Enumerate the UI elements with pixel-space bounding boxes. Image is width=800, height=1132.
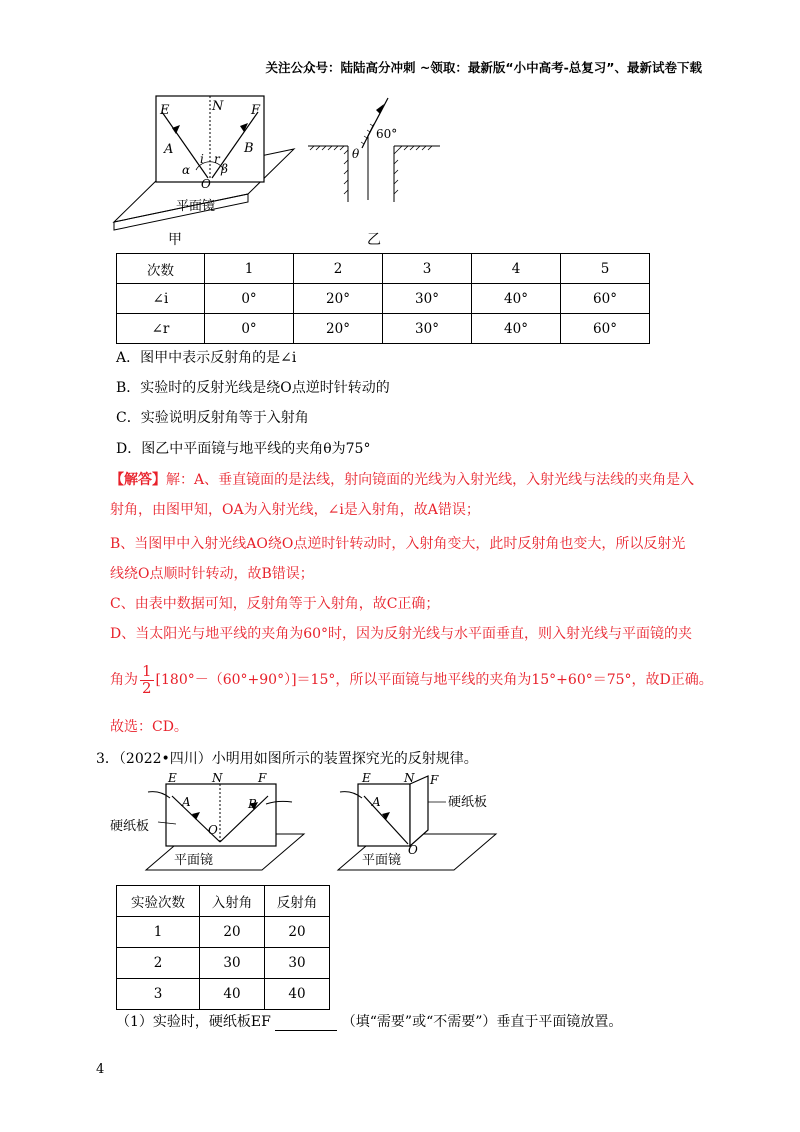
table-cell: 反射角 — [265, 886, 330, 917]
option-d: D．图乙中平面镜与地平线的夹角θ为75° — [116, 441, 371, 457]
option-c: C．实验说明反射角等于入射角 — [116, 410, 309, 426]
solution-text: 解：A、垂直镜面的是法线，射向镜面的光线为入射光线，入射光线与法线的夹角是入 — [166, 472, 695, 488]
table-cell: 20° — [294, 284, 383, 314]
question-text: （1）实验时，硬纸板EF — [116, 1014, 271, 1030]
figure-yi — [300, 92, 450, 252]
question-3-stem: 3．（2022•四川）小明用如图所示的装置探究光的反射规律。 — [96, 751, 478, 767]
table-row — [117, 284, 650, 314]
table-row — [117, 917, 330, 948]
table-cell: 1 — [117, 917, 200, 948]
solution-line-4: 线绕O点顺时针转动，故B错误； — [110, 566, 314, 582]
figure-q3-right — [328, 772, 518, 877]
table-row — [117, 948, 330, 979]
table-cell: 40 — [200, 979, 265, 1010]
solution-line-2: 射角，由图甲知，OA为入射光线，∠i是入射角，故A错误； — [110, 502, 480, 518]
table-cell: 次数 — [117, 254, 205, 284]
table-cell: 实验次数 — [117, 886, 200, 917]
label-e: E — [362, 772, 371, 785]
mirror-label: 平面镜 — [362, 853, 402, 868]
table-cell: ∠r — [117, 314, 205, 344]
table-cell: 60° — [561, 314, 650, 344]
table-cell: 1 — [205, 254, 294, 284]
table-cell: 30 — [265, 948, 330, 979]
page-header: 关注公众号：陆陆高分冲刺 ~领取：最新版“小中高考-总复习”、最新试卷下载 — [265, 60, 702, 75]
option-a: A．图甲中表示反射角的是∠i — [116, 350, 297, 366]
figure-q3-left — [108, 772, 308, 877]
table-cell: ∠i — [117, 284, 205, 314]
table-cell: 20 — [265, 917, 330, 948]
ground-hatch — [310, 146, 432, 194]
table-row — [117, 979, 330, 1010]
question-3-sub-1 — [116, 1011, 622, 1031]
table-header-row — [117, 254, 650, 284]
table-header-row — [117, 886, 330, 917]
table-row — [117, 314, 650, 344]
label-r: r — [214, 152, 220, 166]
label-beta: β — [221, 162, 228, 176]
label-n: N — [212, 772, 223, 785]
label-b: B — [248, 797, 257, 811]
table-cell: 0° — [205, 284, 294, 314]
table-cell: 20 — [200, 917, 265, 948]
angle-table — [116, 253, 650, 344]
label-f: F — [251, 103, 261, 118]
board-label: 硬纸板 — [448, 795, 488, 810]
experiment-table — [116, 885, 330, 1010]
label-f: F — [258, 772, 267, 785]
solution-text: 角为 — [110, 672, 138, 688]
label-o: O — [201, 177, 211, 191]
label-f: F — [430, 773, 439, 787]
table-cell: 20° — [294, 314, 383, 344]
label-e: E — [160, 103, 170, 118]
mirror-hatch — [361, 124, 373, 144]
table-cell: 40° — [472, 284, 561, 314]
table-cell: 3 — [383, 254, 472, 284]
table-cell: 30° — [383, 284, 472, 314]
fraction — [140, 664, 154, 696]
table-cell: 30° — [383, 314, 472, 344]
mirror-label: 平面镜 — [174, 853, 214, 868]
label-a: A — [372, 795, 381, 809]
table-cell: 5 — [561, 254, 650, 284]
page-number: 4 — [96, 1062, 105, 1077]
label-theta: θ — [352, 147, 360, 161]
table-cell: 4 — [472, 254, 561, 284]
table-cell: 3 — [117, 979, 200, 1010]
solution-line-7 — [110, 664, 713, 696]
label-alpha: α — [182, 163, 191, 177]
answer-line: 故选：CD。 — [110, 719, 188, 735]
answer-blank[interactable] — [275, 1016, 337, 1031]
table-cell: 2 — [117, 948, 200, 979]
question-text: （填“需要”或“不需要”）垂直于平面镜放置。 — [341, 1014, 623, 1030]
mirror-label: 平面镜 — [176, 199, 216, 214]
solution-line-6: D、当太阳光与地平线的夹角为60°时，因为反射光线与水平面垂直，则入射光线与平面镜的夹 — [110, 626, 693, 642]
figure-jia — [108, 92, 298, 252]
solution-tag: 【解答】 — [110, 472, 166, 488]
board-f-half-folded — [410, 776, 428, 846]
label-n: N — [212, 99, 224, 114]
table-cell: 40 — [265, 979, 330, 1010]
table-cell: 40° — [472, 314, 561, 344]
solution-line-5: C、由表中数据可知，反射角等于入射角，故C正确； — [110, 596, 440, 612]
board-label: 硬纸板 — [110, 819, 150, 834]
solution-line-1 — [110, 469, 694, 489]
label-o: O — [208, 823, 218, 837]
label-e: E — [168, 772, 177, 785]
label-a: A — [164, 142, 174, 157]
table-cell: 60° — [561, 284, 650, 314]
label-60deg: 60° — [376, 127, 398, 141]
option-b: B．实验时的反射光线是绕O点逆时针转动的 — [116, 380, 390, 396]
label-o: O — [408, 843, 418, 857]
paper-board — [166, 784, 276, 846]
solution-line-3: B、当图甲中入射光线AO绕O点逆时针转动时，入射角变大，此时反射角也变大，所以反射光 — [110, 536, 686, 552]
table-cell: 2 — [294, 254, 383, 284]
solution-text: [180°－（60°+90°）]＝15°，所以平面镜与地平线的夹角为15°+60°＝75°，故D正确。 — [155, 672, 713, 688]
label-n: N — [404, 772, 415, 785]
table-cell: 30 — [200, 948, 265, 979]
label-a: A — [182, 795, 191, 809]
label-b: B — [244, 141, 254, 156]
table-cell: 0° — [205, 314, 294, 344]
fraction-denominator: 2 — [142, 679, 152, 697]
table-cell: 入射角 — [200, 886, 265, 917]
label-i: i — [200, 152, 204, 166]
fraction-numerator: 1 — [142, 662, 152, 680]
caption-jia: 甲 — [168, 232, 182, 248]
caption-yi: 乙 — [367, 232, 381, 248]
